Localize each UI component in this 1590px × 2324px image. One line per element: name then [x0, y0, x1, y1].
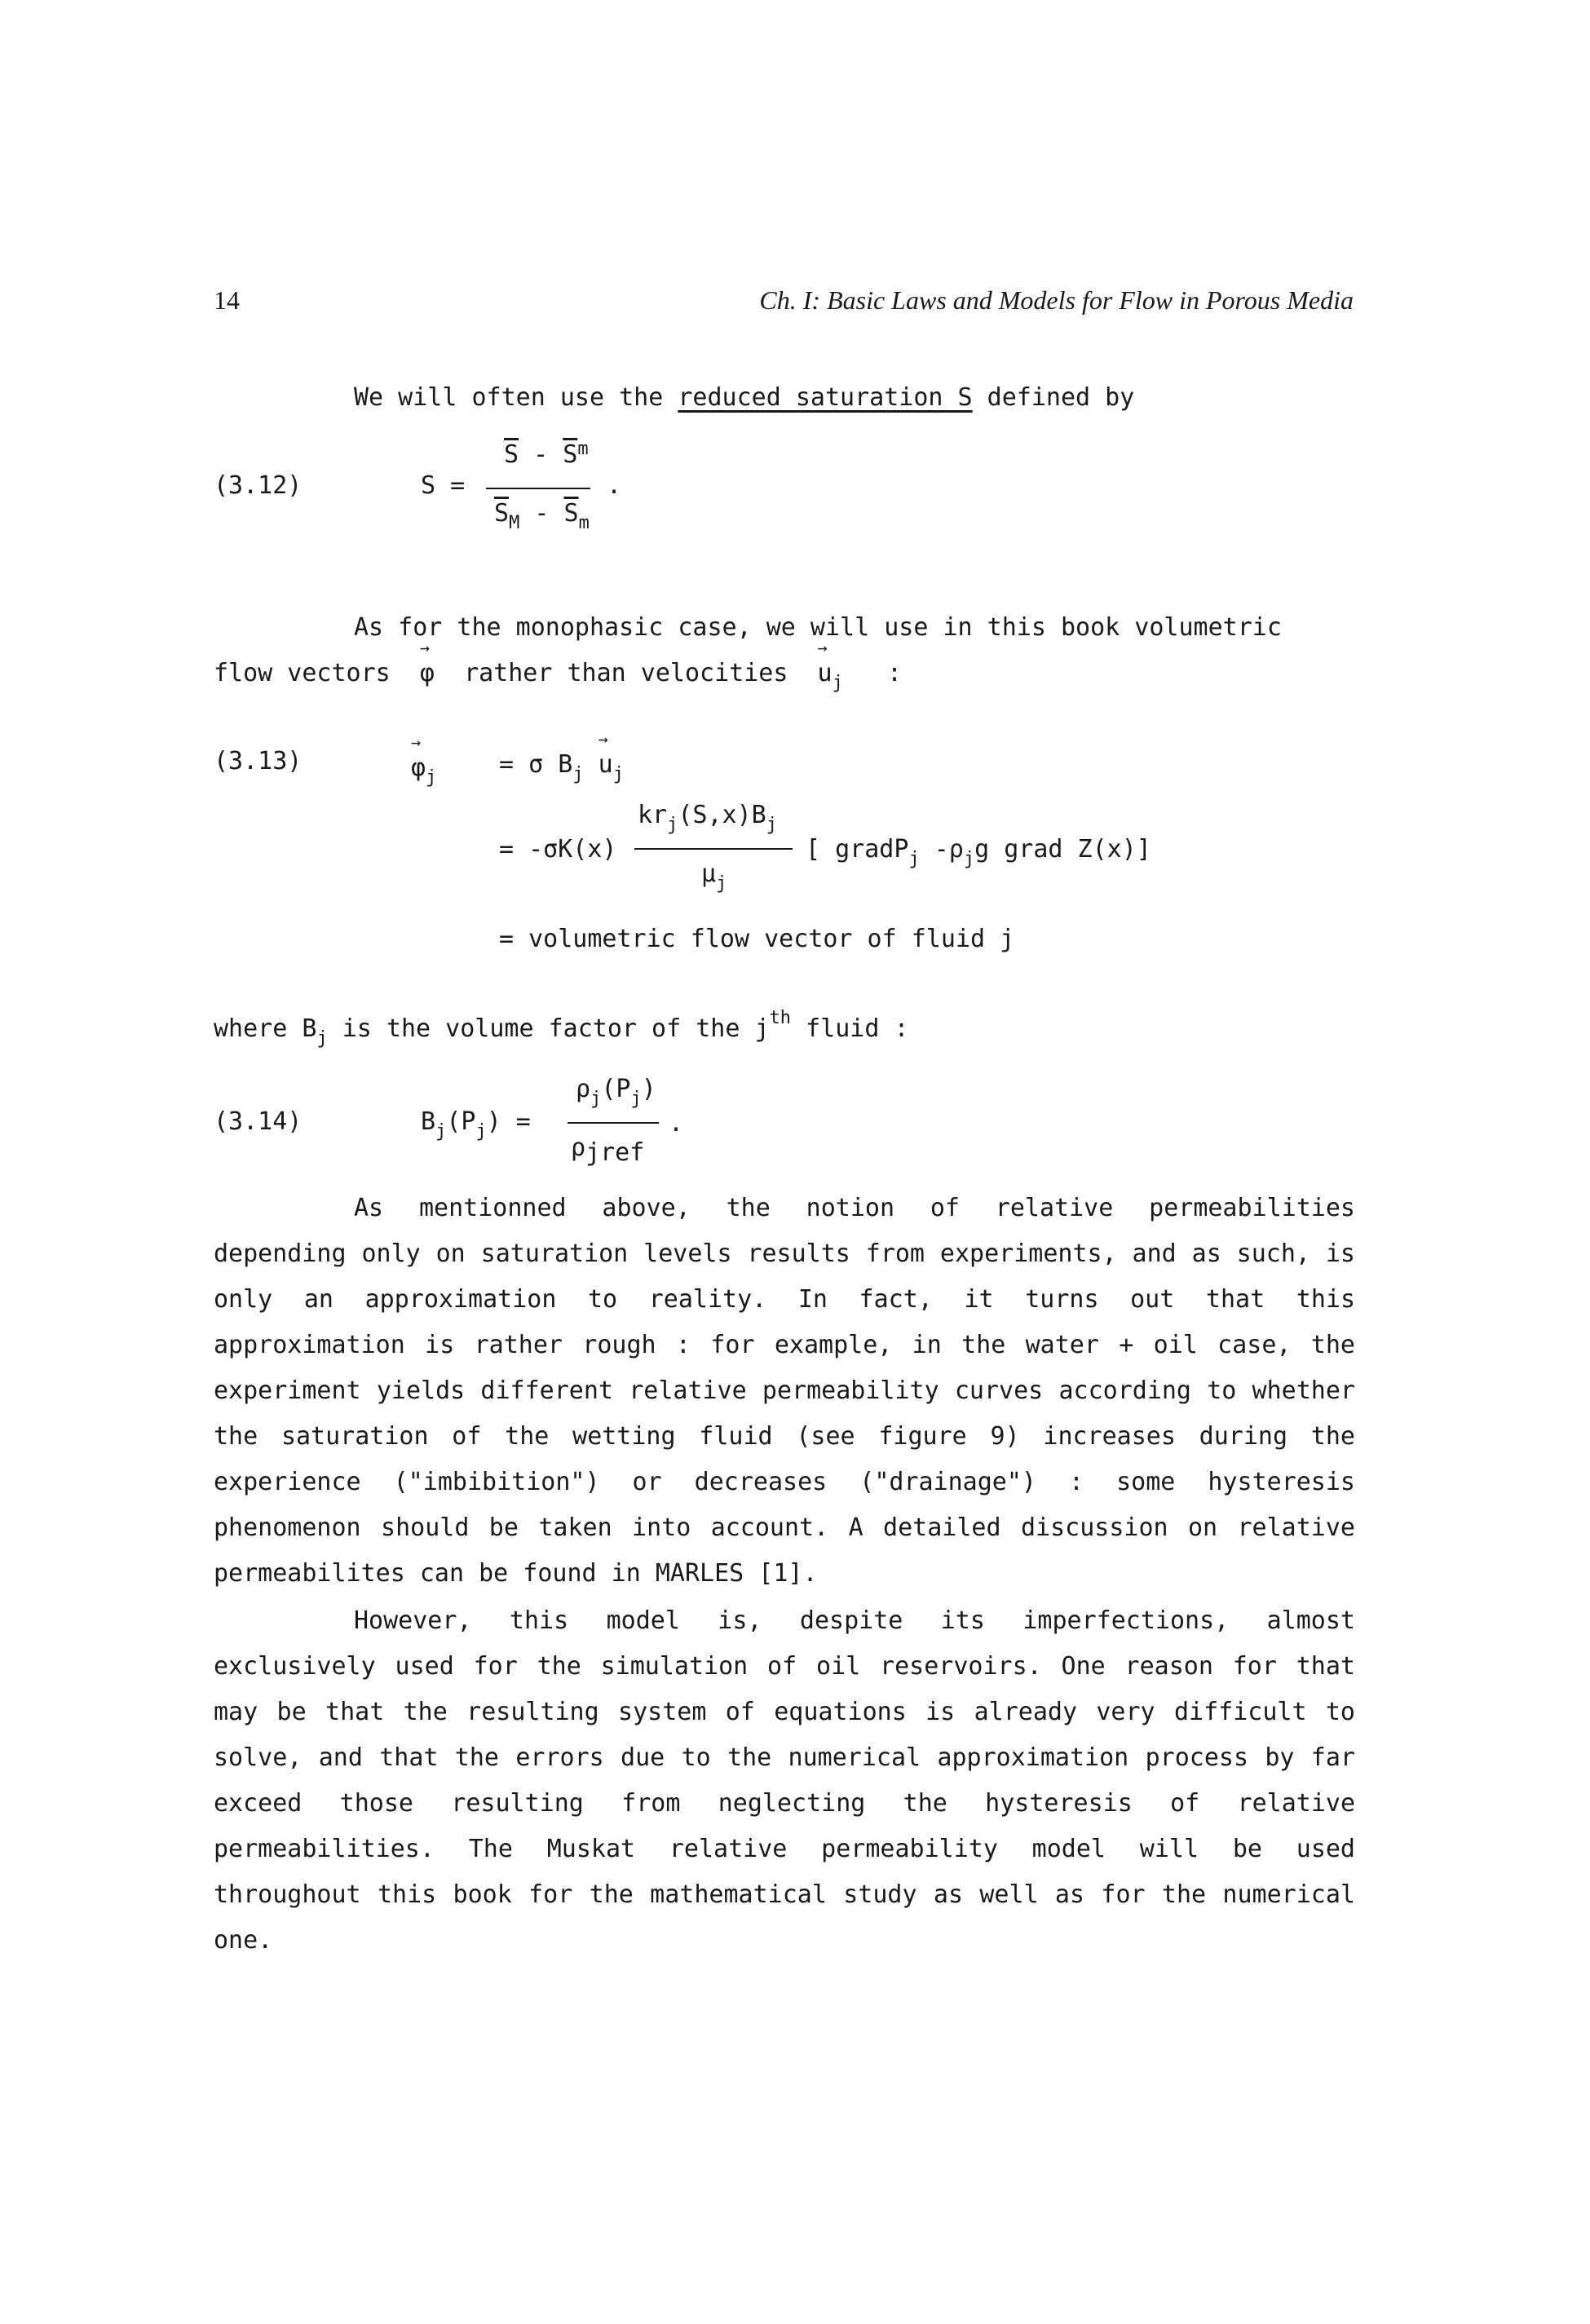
- g-grad-z: g grad Z(x)]: [974, 835, 1151, 864]
- eq-3-14-period: .: [669, 1109, 684, 1138]
- u-vector: → u: [598, 750, 613, 779]
- page-number: 14: [214, 285, 240, 315]
- u-vector: → u: [818, 659, 833, 687]
- sub-m: m: [578, 513, 590, 533]
- sup-th: th: [769, 1008, 792, 1028]
- p-open: (P: [446, 1107, 476, 1136]
- running-header: Ch. I: Basic Laws and Models for Flow in Porous Media: [759, 285, 1354, 315]
- sub-m-upper: M: [509, 513, 520, 533]
- fraction-bar: [486, 488, 590, 489]
- s-bar: $\overline{S}$: [494, 499, 510, 528]
- eq-3-13-line2-numerator: [638, 801, 777, 835]
- intro-after: defined by: [987, 383, 1135, 412]
- eq-3-13-line2-prefix: = -σK(x): [499, 835, 617, 864]
- sub-j: j: [630, 1089, 642, 1109]
- eq-3-12-numerator: [504, 440, 589, 469]
- where-b: where B: [214, 1014, 317, 1043]
- s-bar: $\overline{S}$: [504, 440, 519, 469]
- eq-3-12-lhs: S =: [421, 471, 466, 500]
- flow-vectors-text: flow vectors: [214, 659, 391, 687]
- eq-3-13-phi: [411, 753, 437, 788]
- fraction-bar: [568, 1122, 659, 1124]
- s-x-b: (S,x)B: [678, 801, 766, 829]
- para-flow-line2: [214, 659, 903, 693]
- p-close: ): [641, 1075, 656, 1103]
- sub-j: j: [667, 815, 678, 835]
- colon: :: [887, 659, 903, 687]
- minus: -: [533, 440, 549, 469]
- sub-jref: jref: [585, 1138, 645, 1167]
- sub-j: j: [766, 815, 777, 835]
- eq-3-14-numerator: [576, 1075, 656, 1109]
- sub-j: j: [963, 849, 975, 869]
- para-flow-line1: As for the monophasic case, we will use in this book volumetric: [354, 613, 1282, 642]
- para-however: However, this model is, despite its imperfections, almost exclusively used for the simulation of oil reservoirs. One reason for that may be that the resulting system of equations is already very difficult to solve, and that the errors due to the numerical approximation process by far exceed those resulting from neglecting the hysteresis of relative permeabilities. The Muskat relative permeability model will be used throughout this book for the mathematical study as well as for the numerical one.: [214, 1606, 1355, 1955]
- sigma-b: = σ B: [499, 750, 573, 779]
- eq-3-14-lhs: [421, 1107, 531, 1142]
- sub-j: j: [832, 673, 843, 693]
- grad-p: [ gradP: [806, 835, 909, 864]
- sub-j: j: [716, 873, 727, 894]
- sub-j: j: [908, 849, 920, 869]
- eq-3-12-denominator: [494, 499, 590, 533]
- p-close-equals: ) =: [486, 1107, 531, 1136]
- fluid-text: fluid :: [806, 1014, 909, 1043]
- intro-before: We will often use the: [354, 383, 664, 412]
- sub-m: m: [577, 439, 589, 459]
- eq-3-12-label: (3.12): [214, 471, 303, 500]
- rho: ρ: [571, 1133, 586, 1162]
- rho: -ρ: [934, 835, 964, 864]
- mu: μ: [701, 859, 717, 888]
- sub-j: j: [590, 1089, 602, 1109]
- sub-j: j: [316, 1028, 328, 1049]
- eq-3-13-label: (3.13): [214, 747, 303, 775]
- eq-3-14-denominator: [571, 1133, 645, 1167]
- rather-than-text: rather than velocities: [464, 659, 788, 687]
- sub-j: j: [426, 767, 437, 788]
- phi-vector: → φ: [411, 753, 426, 782]
- kr: kr: [638, 801, 668, 829]
- sub-j: j: [612, 764, 624, 784]
- volume-factor-text: is the volume factor of the j: [342, 1014, 770, 1043]
- intro-line: [354, 383, 1134, 412]
- para-relative-permeabilities: As mentionned above, the notion of relative permeabilities depending only on saturation levels results from experiments, and as such, is only an approximation to reality. In fact, it turns out that this approximation is rather rough : for example, in the water + oil case, the experiment yields different relative permeability curves according to whether the saturation of the wetting fluid (see figure 9) increases during the experience ("imbibition") or decreases ("drainage") : some hysteresis phenomenon should be taken into account. A detailed discussion on relative permeabilites can be found in MARLES [1].: [214, 1194, 1355, 1588]
- rho: ρ: [576, 1075, 591, 1103]
- s-bar: $\overline{S}$: [563, 499, 579, 528]
- phi-vector: → φ: [420, 659, 435, 687]
- sub-j: j: [475, 1121, 487, 1142]
- b: B: [421, 1107, 436, 1136]
- fraction-bar: [634, 848, 793, 850]
- s-bar: $\overline{S}$: [563, 440, 578, 469]
- reduced-saturation-term: reduced saturation S: [678, 383, 973, 412]
- eq-3-13-line2-bracket: [806, 835, 1151, 869]
- eq-3-14-label: (3.14): [214, 1107, 303, 1136]
- sub-j: j: [435, 1121, 447, 1142]
- eq-3-13-line2-denominator: [701, 859, 727, 894]
- eq-3-13-line3: = volumetric flow vector of fluid j: [499, 925, 1015, 953]
- eq-3-13-line1: [499, 750, 624, 784]
- p-open: (P: [601, 1075, 631, 1103]
- sub-j: j: [572, 764, 584, 784]
- minus: -: [534, 499, 550, 528]
- eq-3-12-period: .: [607, 471, 622, 500]
- where-line: [214, 1008, 909, 1049]
